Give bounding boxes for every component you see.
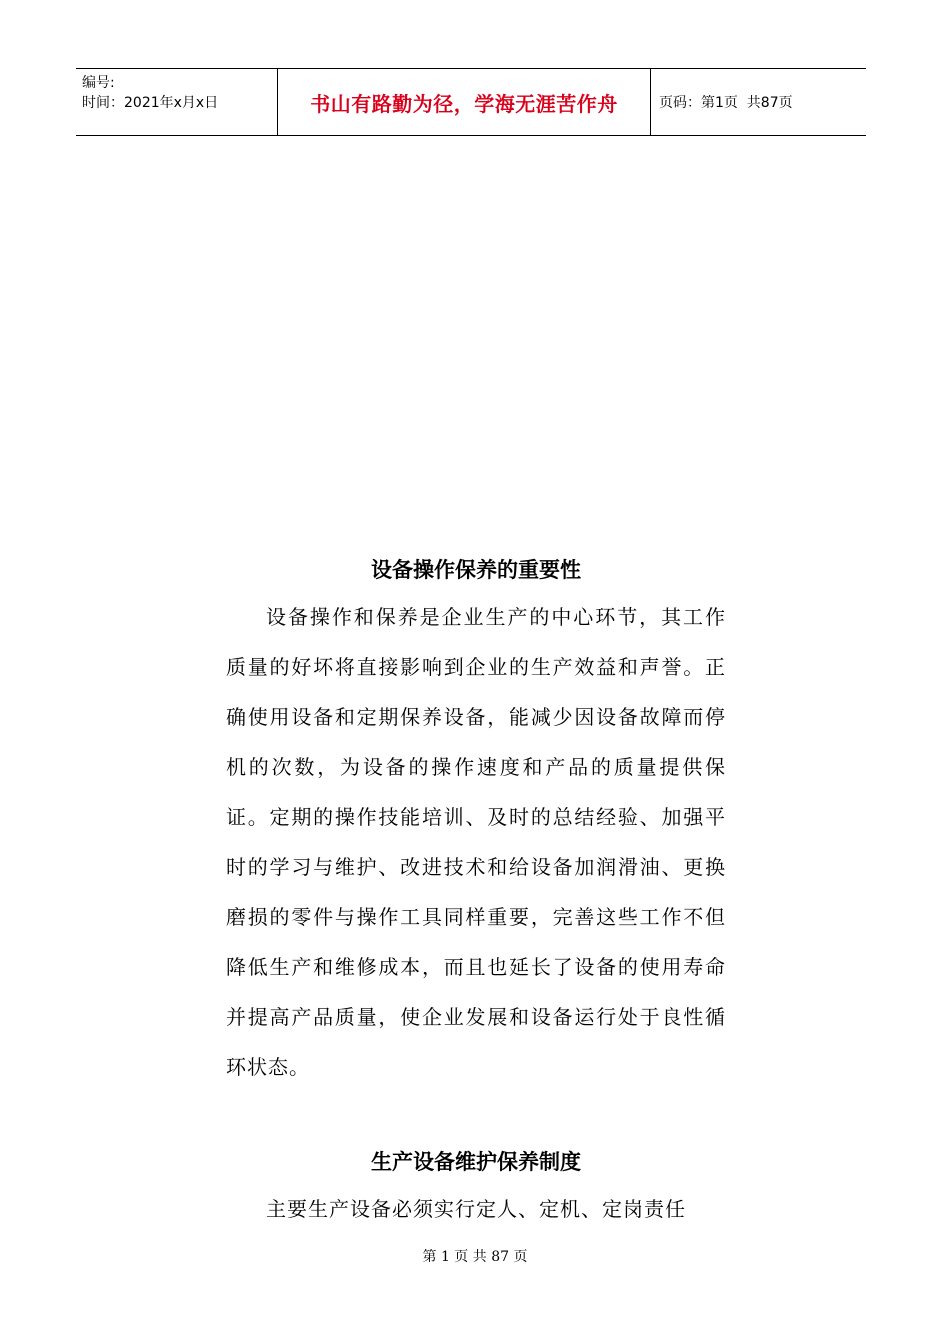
page-footer: 第 1 页 共 87 页 [422, 1249, 528, 1265]
document-body [226, 548, 726, 1234]
header-number-label: 编号: [82, 75, 115, 91]
document-header [76, 68, 866, 136]
section-paragraph-maintenance-system: 主要生产设备必须实行定人、定机、定岗责任 [266, 1197, 686, 1221]
section-title-importance: 设备操作保养的重要性 [371, 558, 581, 582]
header-motto-cell [277, 69, 651, 135]
header-page-info: 页码：第1页 共87页 [659, 95, 793, 111]
section-title-maintenance-system: 生产设备维护保养制度 [371, 1150, 581, 1174]
header-page-cell [651, 69, 866, 135]
header-meta [76, 69, 277, 135]
section-paragraph-importance: 设备操作和保养是企业生产的中心环节，其工作质量的好坏将直接影响到企业的生产效益和声誉。正确使用设备和定期保养设备，能减少因设备故障而停机的次数，为设备的操作速度和产品的质量提供保证。定期的操作技能培训、及时的总结经验、加强平时的学习与维护、改进技术和给设备加润滑油、更换磨损的零件与操作工具同样重要，完善这些工作不但降低生产和维修成本，而且也延长了设备的使用寿命并提高产品质量，使企业发展和设备运行处于良性循环状态。 [226, 605, 726, 1079]
header-time-label: 时间：2021年x月x日 [82, 95, 219, 111]
header-motto: 书山有路勤为径，学海无涯苦作舟 [310, 91, 618, 116]
